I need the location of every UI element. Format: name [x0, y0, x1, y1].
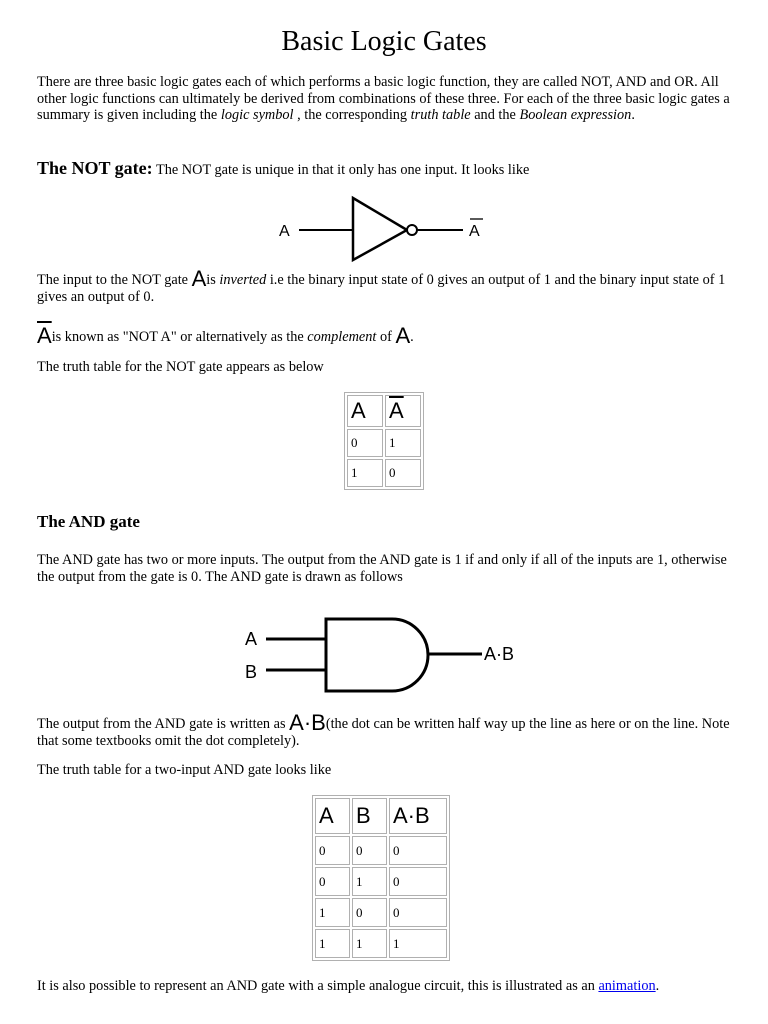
table-header-cell: A: [315, 798, 350, 834]
table-cell: 0: [385, 459, 421, 487]
intro-logic-symbol: logic symbol: [220, 107, 294, 123]
not-gate-diagram: [275, 192, 495, 266]
intro-text-2: , the corresponding: [293, 107, 411, 123]
complement-italic: complement: [307, 329, 377, 345]
and-heading: The AND gate: [37, 512, 140, 531]
table-row: [315, 867, 447, 896]
not-input-text-1: The input to the NOT gate: [37, 272, 192, 288]
not-diagram-input-label: A: [279, 223, 290, 240]
and-table-intro: The truth table for a two-input AND gate looks like: [37, 762, 332, 778]
intro-boolean-expression: Boolean expression: [519, 107, 632, 123]
and-output-text-1: The output from the AND gate is written as: [37, 716, 290, 732]
and-output-text-2: (the dot can be written half way up the line as here or on the line. Note that some textbooks omit the dot completely).: [37, 716, 730, 749]
table-cell: 1: [315, 898, 350, 927]
and-diagram-input-a: A: [245, 629, 258, 649]
not-heading-text: The NOT gate is unique in that it only has one input. It looks like: [152, 162, 530, 178]
table-cell: 0: [389, 898, 447, 927]
not-input-text-3: i.e the binary input state of 0 gives an output of 1 and the binary input state of 1 gives an output of 0.: [37, 272, 726, 305]
intro-paragraph: [37, 74, 731, 124]
not-input-text-2: is: [206, 272, 220, 288]
not-heading: The NOT gate:: [37, 158, 153, 178]
and-output-symbol: A·B: [289, 710, 326, 735]
intro-truth-table: truth table: [410, 107, 471, 123]
table-cell: 1: [347, 459, 383, 487]
table-cell: 0: [389, 867, 447, 896]
table-header-cell: $\overline{A}$: [385, 395, 421, 427]
table-cell: 1: [352, 867, 387, 896]
table-row: [315, 929, 447, 958]
table-cell: 0: [389, 836, 447, 865]
intro-text-4: .: [631, 107, 635, 123]
table-header-row: [347, 395, 421, 427]
table-row: [315, 898, 447, 927]
animation-link[interactable]: animation: [598, 978, 656, 994]
intro-text-1: There are three basic logic gates each of which performs a basic logic function, they are called NOT, AND and OR. All other logic functions can ultimately be derived from combinations of these three. For each of the three basic logic gates a summary is given including the: [37, 74, 730, 123]
table-header-cell: A·B: [389, 798, 447, 834]
table-cell: 0: [352, 898, 387, 927]
table-cell: 1: [315, 929, 350, 958]
footer-paragraph: [37, 978, 731, 995]
and-gate-body: [326, 619, 428, 691]
not-heading-line: [37, 160, 731, 179]
and-diagram-output-label: A·B: [484, 644, 515, 664]
not-truth-table: [344, 392, 424, 490]
not-gate-triangle: [353, 198, 407, 260]
footer-text-end: .: [655, 978, 660, 994]
complement-a-symbol: A: [395, 323, 411, 348]
table-row: [315, 836, 447, 865]
table-header-cell: A: [347, 395, 383, 427]
page-title: Basic Logic Gates: [281, 26, 487, 57]
table-cell: 0: [315, 836, 350, 865]
not-input-paragraph: [37, 268, 731, 305]
table-cell: 1: [385, 429, 421, 457]
footer-text: It is also possible to represent an AND gate with a simple analogue circuit, this is illustrated as an: [37, 978, 599, 994]
complement-paragraph: [37, 325, 731, 346]
table-cell: 0: [347, 429, 383, 457]
intro-text-3: and the: [470, 107, 520, 123]
table-row: [347, 429, 421, 457]
and-description: The AND gate has two or more inputs. The output from the AND gate is 1 if and only if all of the inputs are 1, otherwise the output from the gate is 0. The AND gate is drawn as follows: [37, 552, 727, 585]
and-truth-table: [312, 795, 450, 961]
table-cell: 1: [352, 929, 387, 958]
and-diagram-input-b: B: [245, 662, 258, 682]
not-table-intro: The truth table for the NOT gate appears as below: [37, 359, 324, 375]
and-output-paragraph: [37, 712, 731, 749]
not-input-symbol: A: [191, 266, 207, 291]
complement-text-2: of: [376, 329, 396, 345]
table-cell: 0: [315, 867, 350, 896]
table-header-cell: B: [352, 798, 387, 834]
table-cell: 0: [352, 836, 387, 865]
not-inversion-bubble: [407, 225, 417, 235]
table-header-row: [315, 798, 447, 834]
table-cell: 1: [389, 929, 447, 958]
and-gate-diagram: [242, 612, 532, 700]
not-diagram-output-label: A: [469, 223, 480, 240]
not-a-symbol: $\overline{A}$: [37, 323, 52, 348]
not-input-inverted: inverted: [219, 272, 267, 288]
complement-text-1: is known as "NOT A" or alternatively as the: [51, 329, 308, 345]
table-row: [347, 459, 421, 487]
complement-text-end: .: [410, 329, 414, 345]
